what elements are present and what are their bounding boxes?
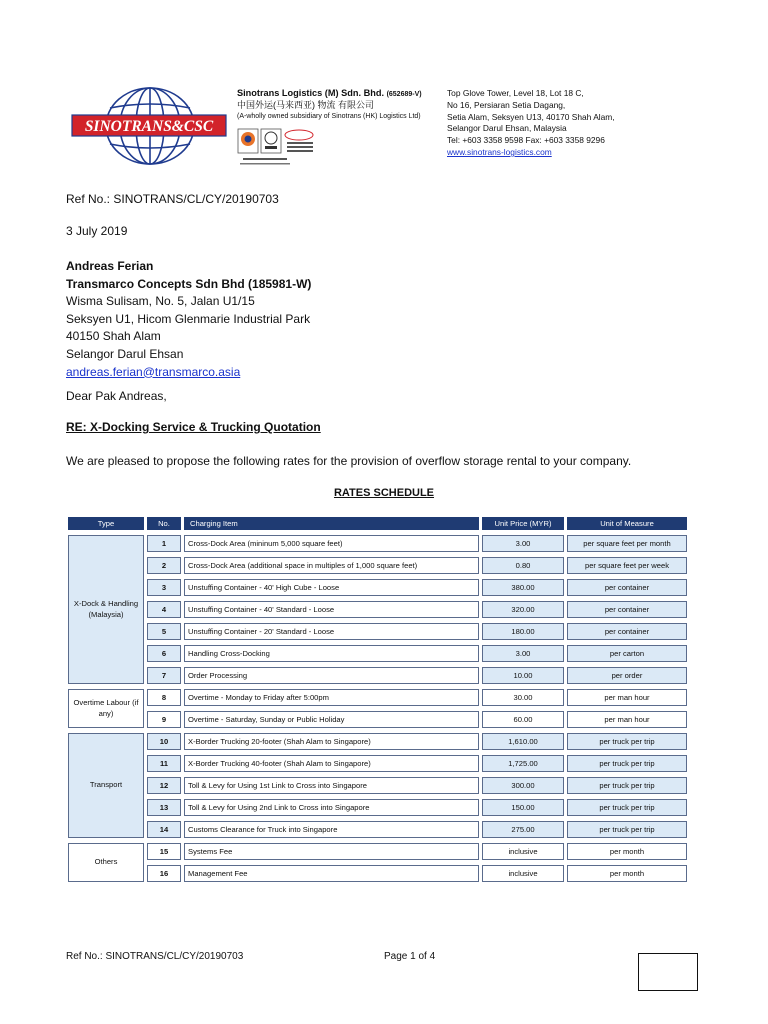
header-type: Type: [68, 517, 144, 530]
unit-of-measure: per carton: [567, 645, 687, 662]
unit-price: 1,610.00: [482, 733, 564, 750]
reference-number: Ref No.: SINOTRANS/CL/CY/20190703: [66, 192, 279, 206]
company-address: [447, 88, 667, 159]
company-block: [237, 88, 437, 122]
row-number: 6: [147, 645, 181, 662]
recipient-address-line: Wisma Sulisam, No. 5, Jalan U1/15: [66, 294, 255, 309]
recipient-email-link[interactable]: andreas.ferian@transmarco.asia: [66, 364, 241, 379]
salutation: Dear Pak Andreas,: [66, 389, 167, 403]
unit-of-measure: per order: [567, 667, 687, 684]
row-number: 9: [147, 711, 181, 728]
charging-item: Management Fee: [184, 865, 479, 882]
row-number: 3: [147, 579, 181, 596]
row-number: 15: [147, 843, 181, 860]
header-unit-price: Unit Price (MYR): [482, 517, 564, 530]
charging-item: Cross-Dock Area (additional space in multiples of 1,000 square feet): [184, 557, 479, 574]
charging-item: Overtime - Monday to Friday after 5:00pm: [184, 689, 479, 706]
unit-price: 60.00: [482, 711, 564, 728]
unit-price: inclusive: [482, 865, 564, 882]
unit-of-measure: per square feet per week: [567, 557, 687, 574]
phone-fax-line: Tel: +603 3358 9598 Fax: +603 3358 9296: [447, 135, 605, 146]
row-number: 8: [147, 689, 181, 706]
charging-item: Unstuffing Container - 40' High Cube - Loose: [184, 579, 479, 596]
logo-text: SINOTRANS&CSC: [84, 118, 214, 135]
charging-item: Systems Fee: [184, 843, 479, 860]
row-number: 16: [147, 865, 181, 882]
company-name-cn: 中国外运(马来西亚) 物流 有限公司: [237, 100, 374, 110]
company-subsidiary-note: (A-wholly owned subsidiary of Sinotrans (HK) Logistics Ltd): [237, 113, 421, 120]
charging-item: X-Border Trucking 40-footer (Shah Alam to Singapore): [184, 755, 479, 772]
unit-of-measure: per square feet per month: [567, 535, 687, 552]
row-number: 12: [147, 777, 181, 794]
unit-of-measure: per man hour: [567, 689, 687, 706]
charging-item: Handling Cross-Docking: [184, 645, 479, 662]
unit-price: 275.00: [482, 821, 564, 838]
charging-item: Overtime - Saturday, Sunday or Public Holiday: [184, 711, 479, 728]
charging-item: Customs Clearance for Truck into Singapore: [184, 821, 479, 838]
unit-price: 150.00: [482, 799, 564, 816]
row-number: 1: [147, 535, 181, 552]
rates-schedule-title: RATES SCHEDULE: [333, 487, 435, 499]
footer-reference: Ref No.: SINOTRANS/CL/CY/20190703: [66, 951, 244, 962]
charging-item: Toll & Levy for Using 1st Link to Cross into Singapore: [184, 777, 479, 794]
unit-price: 3.00: [482, 645, 564, 662]
recipient-company: Transmarco Concepts Sdn Bhd (185981-W): [66, 276, 312, 291]
unit-price: 300.00: [482, 777, 564, 794]
sinotrans-csc-logo: [70, 86, 228, 166]
charging-item: Unstuffing Container - 40' Standard - Loose: [184, 601, 479, 618]
unit-of-measure: per truck per trip: [567, 821, 687, 838]
header-unit-of-measure: Unit of Measure: [567, 517, 687, 530]
row-number: 13: [147, 799, 181, 816]
unit-price: 30.00: [482, 689, 564, 706]
page-number: Page 1 of 4: [384, 951, 436, 962]
row-number: 5: [147, 623, 181, 640]
unit-price: 3.00: [482, 535, 564, 552]
charging-item: Toll & Levy for Using 2nd Link to Cross into Singapore: [184, 799, 479, 816]
unit-price: 0.80: [482, 557, 564, 574]
unit-of-measure: per month: [567, 865, 687, 882]
intro-paragraph: We are pleased to propose the following rates for the provision of overflow storage rental to your company.: [66, 454, 632, 468]
row-number: 10: [147, 733, 181, 750]
initials-box: [638, 953, 698, 991]
recipient-block: [66, 258, 311, 381]
header-no: No.: [147, 517, 181, 530]
recipient-address-line: Selangor Darul Ehsan: [66, 346, 184, 361]
row-number: 4: [147, 601, 181, 618]
company-name: Sinotrans Logistics (M) Sdn. Bhd. (652689-V): [237, 88, 422, 98]
unit-of-measure: per container: [567, 623, 687, 640]
unit-price: 320.00: [482, 601, 564, 618]
recipient-name: Andreas Ferian: [66, 259, 154, 273]
row-number: 2: [147, 557, 181, 574]
unit-of-measure: per container: [567, 579, 687, 596]
unit-of-measure: per truck per trip: [567, 755, 687, 772]
row-number: 7: [147, 667, 181, 684]
header-charging-item: Charging Item: [184, 517, 479, 530]
charging-item: Order Processing: [184, 667, 479, 684]
certification-badges: [237, 127, 327, 171]
charging-item: Cross-Dock Area (mininum 5,000 square feet): [184, 535, 479, 552]
unit-price: 1,725.00: [482, 755, 564, 772]
type-group-cell: Overtime Labour (if any): [68, 689, 144, 728]
company-reg: (652689-V): [386, 91, 422, 98]
unit-of-measure: per truck per trip: [567, 777, 687, 794]
website-link[interactable]: www.sinotrans-logistics.com: [447, 146, 552, 157]
type-group-cell: Others: [68, 843, 144, 882]
subject-line: RE: X-Docking Service & Trucking Quotation: [66, 420, 321, 434]
unit-of-measure: per man hour: [567, 711, 687, 728]
address-line: Setia Alam, Seksyen U13, 40170 Shah Alam,: [447, 111, 615, 122]
address-line: Selangor Darul Ehsan, Malaysia: [447, 123, 567, 134]
unit-price: inclusive: [482, 843, 564, 860]
unit-of-measure: per container: [567, 601, 687, 618]
recipient-address-line: Seksyen U1, Hicom Glenmarie Industrial Park: [66, 311, 311, 326]
unit-of-measure: per truck per trip: [567, 733, 687, 750]
address-line: Top Glove Tower, Level 18, Lot 18 C,: [447, 88, 584, 98]
type-group-cell: X-Dock & Handling (Malaysia): [68, 535, 144, 684]
row-number: 11: [147, 755, 181, 772]
recipient-address-line: 40150 Shah Alam: [66, 329, 161, 344]
row-number: 14: [147, 821, 181, 838]
unit-price: 180.00: [482, 623, 564, 640]
unit-of-measure: per month: [567, 843, 687, 860]
unit-price: 10.00: [482, 667, 564, 684]
unit-of-measure: per truck per trip: [567, 799, 687, 816]
letter-date: 3 July 2019: [66, 224, 128, 238]
unit-price: 380.00: [482, 579, 564, 596]
charging-item: Unstuffing Container - 20' Standard - Loose: [184, 623, 479, 640]
type-group-cell: Transport: [68, 733, 144, 838]
address-line: No 16, Persiaran Setia Dagang,: [447, 99, 566, 110]
charging-item: X-Border Trucking 20-footer (Shah Alam to Singapore): [184, 733, 479, 750]
